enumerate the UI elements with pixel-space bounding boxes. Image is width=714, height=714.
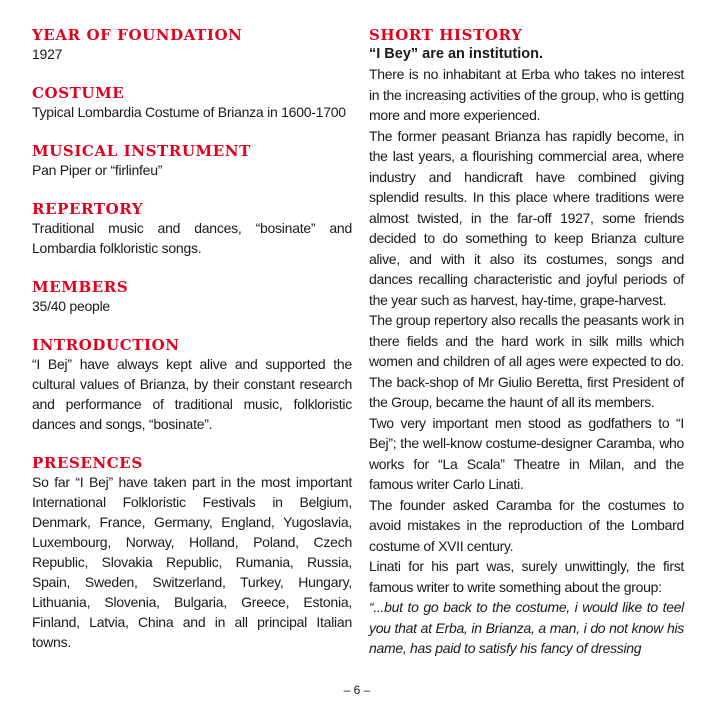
- section-body: 35/40 people: [32, 298, 110, 314]
- history-paragraph: There is no inhabitant at Erba who takes no interest in the increasing activities of the group, who is getting more and more experienced.: [369, 66, 684, 123]
- section-heading: INTRODUCTION: [32, 336, 180, 354]
- section-body: Traditional music and dances, “bosinate” and Lombardia folkloristic songs.: [32, 220, 352, 256]
- section-introduction: [32, 336, 352, 434]
- history-paragraph: The founder asked Caramba for the costumes to avoid mistakes in the reproduction of the Lombard costume of XVII century.: [369, 496, 684, 554]
- section-repertory: [32, 200, 352, 258]
- short-history-lead: “I Bey” are an institution.: [369, 46, 544, 62]
- history-paragraph: Two very important men stood as godfathers to “I Bej”; the well-know costume-designer Caramba, who works for “La Scala” Theatre in Milan, and the famous writer Carlo Linati.: [369, 414, 684, 492]
- page-number: – 6 –: [343, 683, 371, 697]
- history-paragraph: Linati for his part was, surely unwittingly, the first famous writer to write something about the group:: [369, 558, 684, 595]
- section-heading: PRESENCES: [32, 454, 143, 472]
- section-presences: [32, 454, 352, 652]
- linati-quote: “...but to go back to the costume, i would like to teel you that at Erba, in Brianza, a man, i do not know his name, has paid to satisfy his fancy of dressing: [369, 599, 684, 656]
- section-year-of-foundation: [32, 26, 352, 64]
- section-body: Typical Lombardia Costume of Brianza in 1600-1700: [32, 104, 346, 120]
- left-column: [32, 26, 352, 672]
- history-paragraph: The group repertory also recalls the peasants work in there fields and the hard work in silk mills which women and children of all ages were expected to do. The back-shop of Mr Giulio Beretta, first President of the Group, became the haunt of all its members.: [369, 312, 684, 410]
- section-musical-instrument: [32, 142, 352, 180]
- section-heading: MUSICAL INSTRUMENT: [32, 142, 251, 160]
- section-costume: [32, 84, 352, 122]
- history-paragraph: The former peasant Brianza has rapidly become, in the last years, a flourishing commercial area, where industry and handicraft have combined giving splendid results. In this place where traditions were almost twisted, in the far-off 1927, some friends decided to do something to keep Brianza culture alive, and with it also its costumes, songs and dances recalling characteristic and joyful periods of the year such as harvest, hay-time, grape-harvest.: [369, 127, 684, 308]
- section-body: “I Bej” have always kept alive and supported the cultural values of Brianza, by their constant research and performance of traditional music, folkloristic dances and songs, “bosinate”.: [32, 356, 352, 432]
- section-heading: COSTUME: [32, 84, 125, 102]
- section-heading: REPERTORY: [32, 200, 144, 218]
- section-body: So far “I Bej” have taken part in the most important International Folkloristic Festivals in Belgium, Denmark, France, Germany, England, Yugoslavia, Luxembourg, Norway, Holland, Poland, Czech Republic, Slovakia Republic, Rumania, Russia, Spain, Sweden, Switzerland, Turkey, Hungary, Lithuania, Slovenia, Bulgaria, Greece, Estonia, Finland, Latvia, China and in all principal Italian towns.: [32, 474, 352, 650]
- section-heading: YEAR OF FOUNDATION: [32, 26, 243, 44]
- short-history-heading: SHORT HISTORY: [369, 26, 523, 44]
- section-body: Pan Piper or “firlinfeu”: [32, 162, 163, 178]
- section-heading: MEMBERS: [32, 278, 129, 296]
- section-members: [32, 278, 352, 316]
- right-column: [369, 26, 684, 659]
- section-body: 1927: [32, 46, 63, 62]
